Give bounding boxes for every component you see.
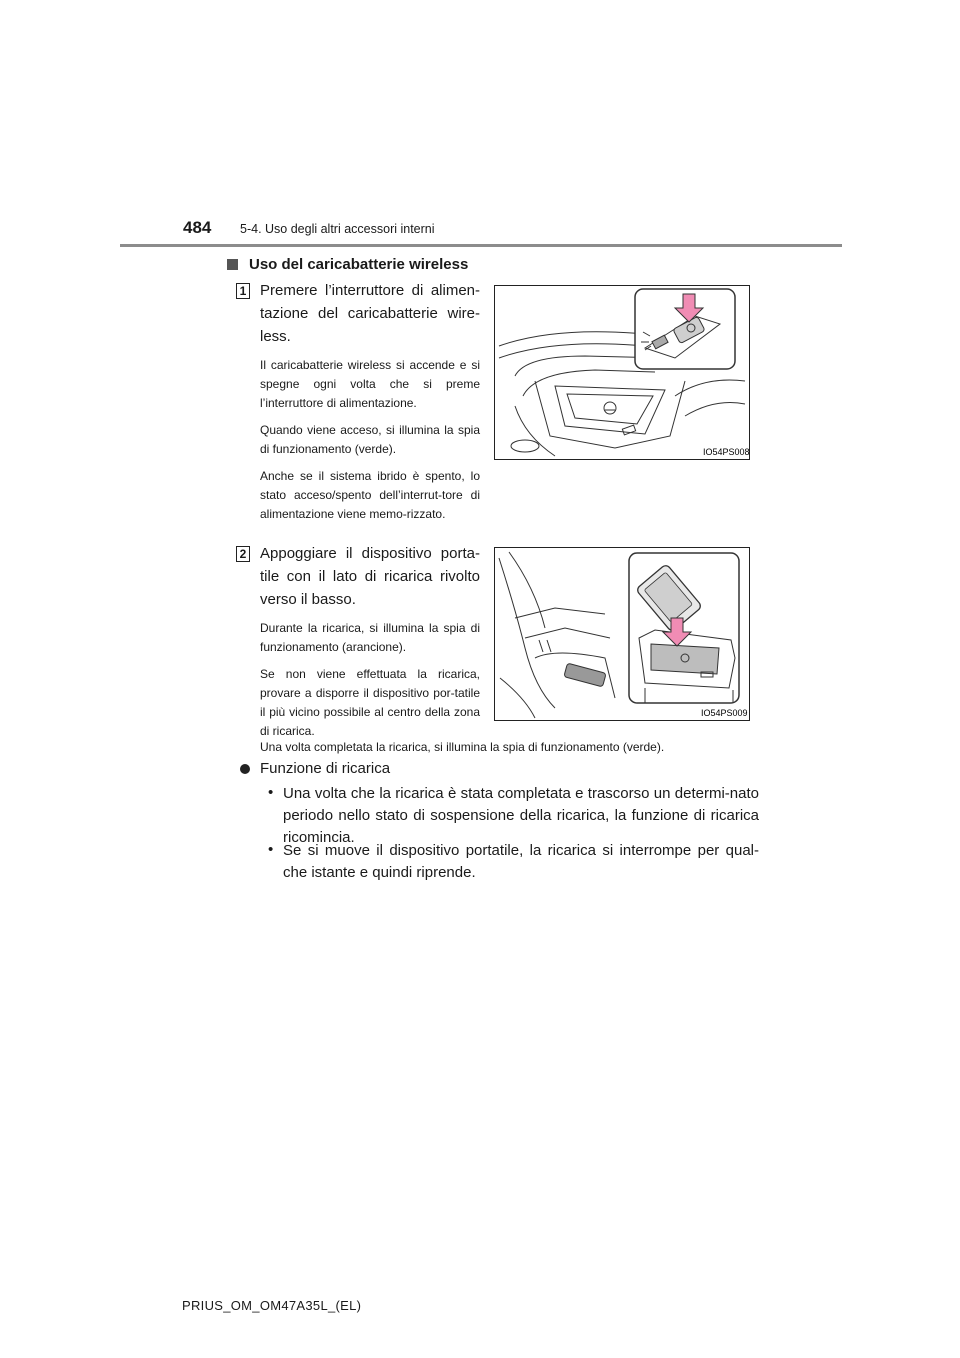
square-bullet-icon <box>227 259 238 270</box>
function-item-2: Se si muove il dispositivo portatile, la ricarica si interrompe per qual-che istante e quindi riprende. <box>283 842 759 881</box>
section-title: 5-4. Uso degli altri accessori interni <box>240 222 435 236</box>
document-code: PRIUS_OM_OM47A35L_(EL) <box>182 1298 362 1313</box>
section-heading <box>227 256 468 273</box>
step-1-text: Premere l’interruttore di alimen-tazione del caricabatterie wire-less. <box>260 282 480 345</box>
step-1-note-3: Anche se il sistema ibrido è spento, lo stato acceso/spento dell’interrut-tore di alimentazione viene memo-rizzato. <box>260 469 480 521</box>
step-2-block <box>260 542 480 741</box>
function-title-text: Funzione di ricarica <box>260 760 391 777</box>
function-title <box>240 760 390 777</box>
step-1-note-1: Il caricabatterie wireless si accende e si spegne ogni volta che si preme l’interruttore di alimentazione. <box>260 358 480 410</box>
page-number: 484 <box>183 218 212 237</box>
completion-note: Una volta completata la ricarica, si illumina la spia di funzionamento (verde). <box>260 740 665 754</box>
figure-2-code: IO54PS009 <box>701 708 748 718</box>
heading-text: Uso del caricabatterie wireless <box>249 256 469 273</box>
step-1-block <box>260 279 480 524</box>
figure-2 <box>494 547 750 721</box>
function-item-1: Una volta che la ricarica è stata completata e trascorso un determi-nato periodo nello stato di sospensione della ricarica, la funzione di ricarica ricomincia. <box>283 785 759 846</box>
step-1-note-2: Quando viene acceso, si illumina la spia di funzionamento (verde). <box>260 423 480 456</box>
figure-1-code: IO54PS008 <box>703 447 749 457</box>
header-rule <box>120 244 842 247</box>
step-2-note-1: Durante la ricarica, si illumina la spia di funzionamento (arancione). <box>260 621 480 654</box>
figure-1 <box>494 285 750 460</box>
bullet-mark-2: • <box>268 841 274 858</box>
phone-on-charger-illustration <box>495 548 749 720</box>
bullet-mark-1: • <box>268 784 274 801</box>
round-bullet-icon <box>240 764 250 774</box>
step-1-badge: 1 <box>236 283 250 299</box>
step-2-note-2: Se non viene effettuata la ricarica, provare a disporre il dispositivo por-tatile il più vicino possibile al centro della zona di ricarica. <box>260 667 480 738</box>
console-switch-illustration <box>495 286 749 459</box>
step-2-text: Appoggiare il dispositivo porta-tile con il lato di ricarica rivolto verso il basso. <box>260 545 480 608</box>
step-2-badge: 2 <box>236 546 250 562</box>
